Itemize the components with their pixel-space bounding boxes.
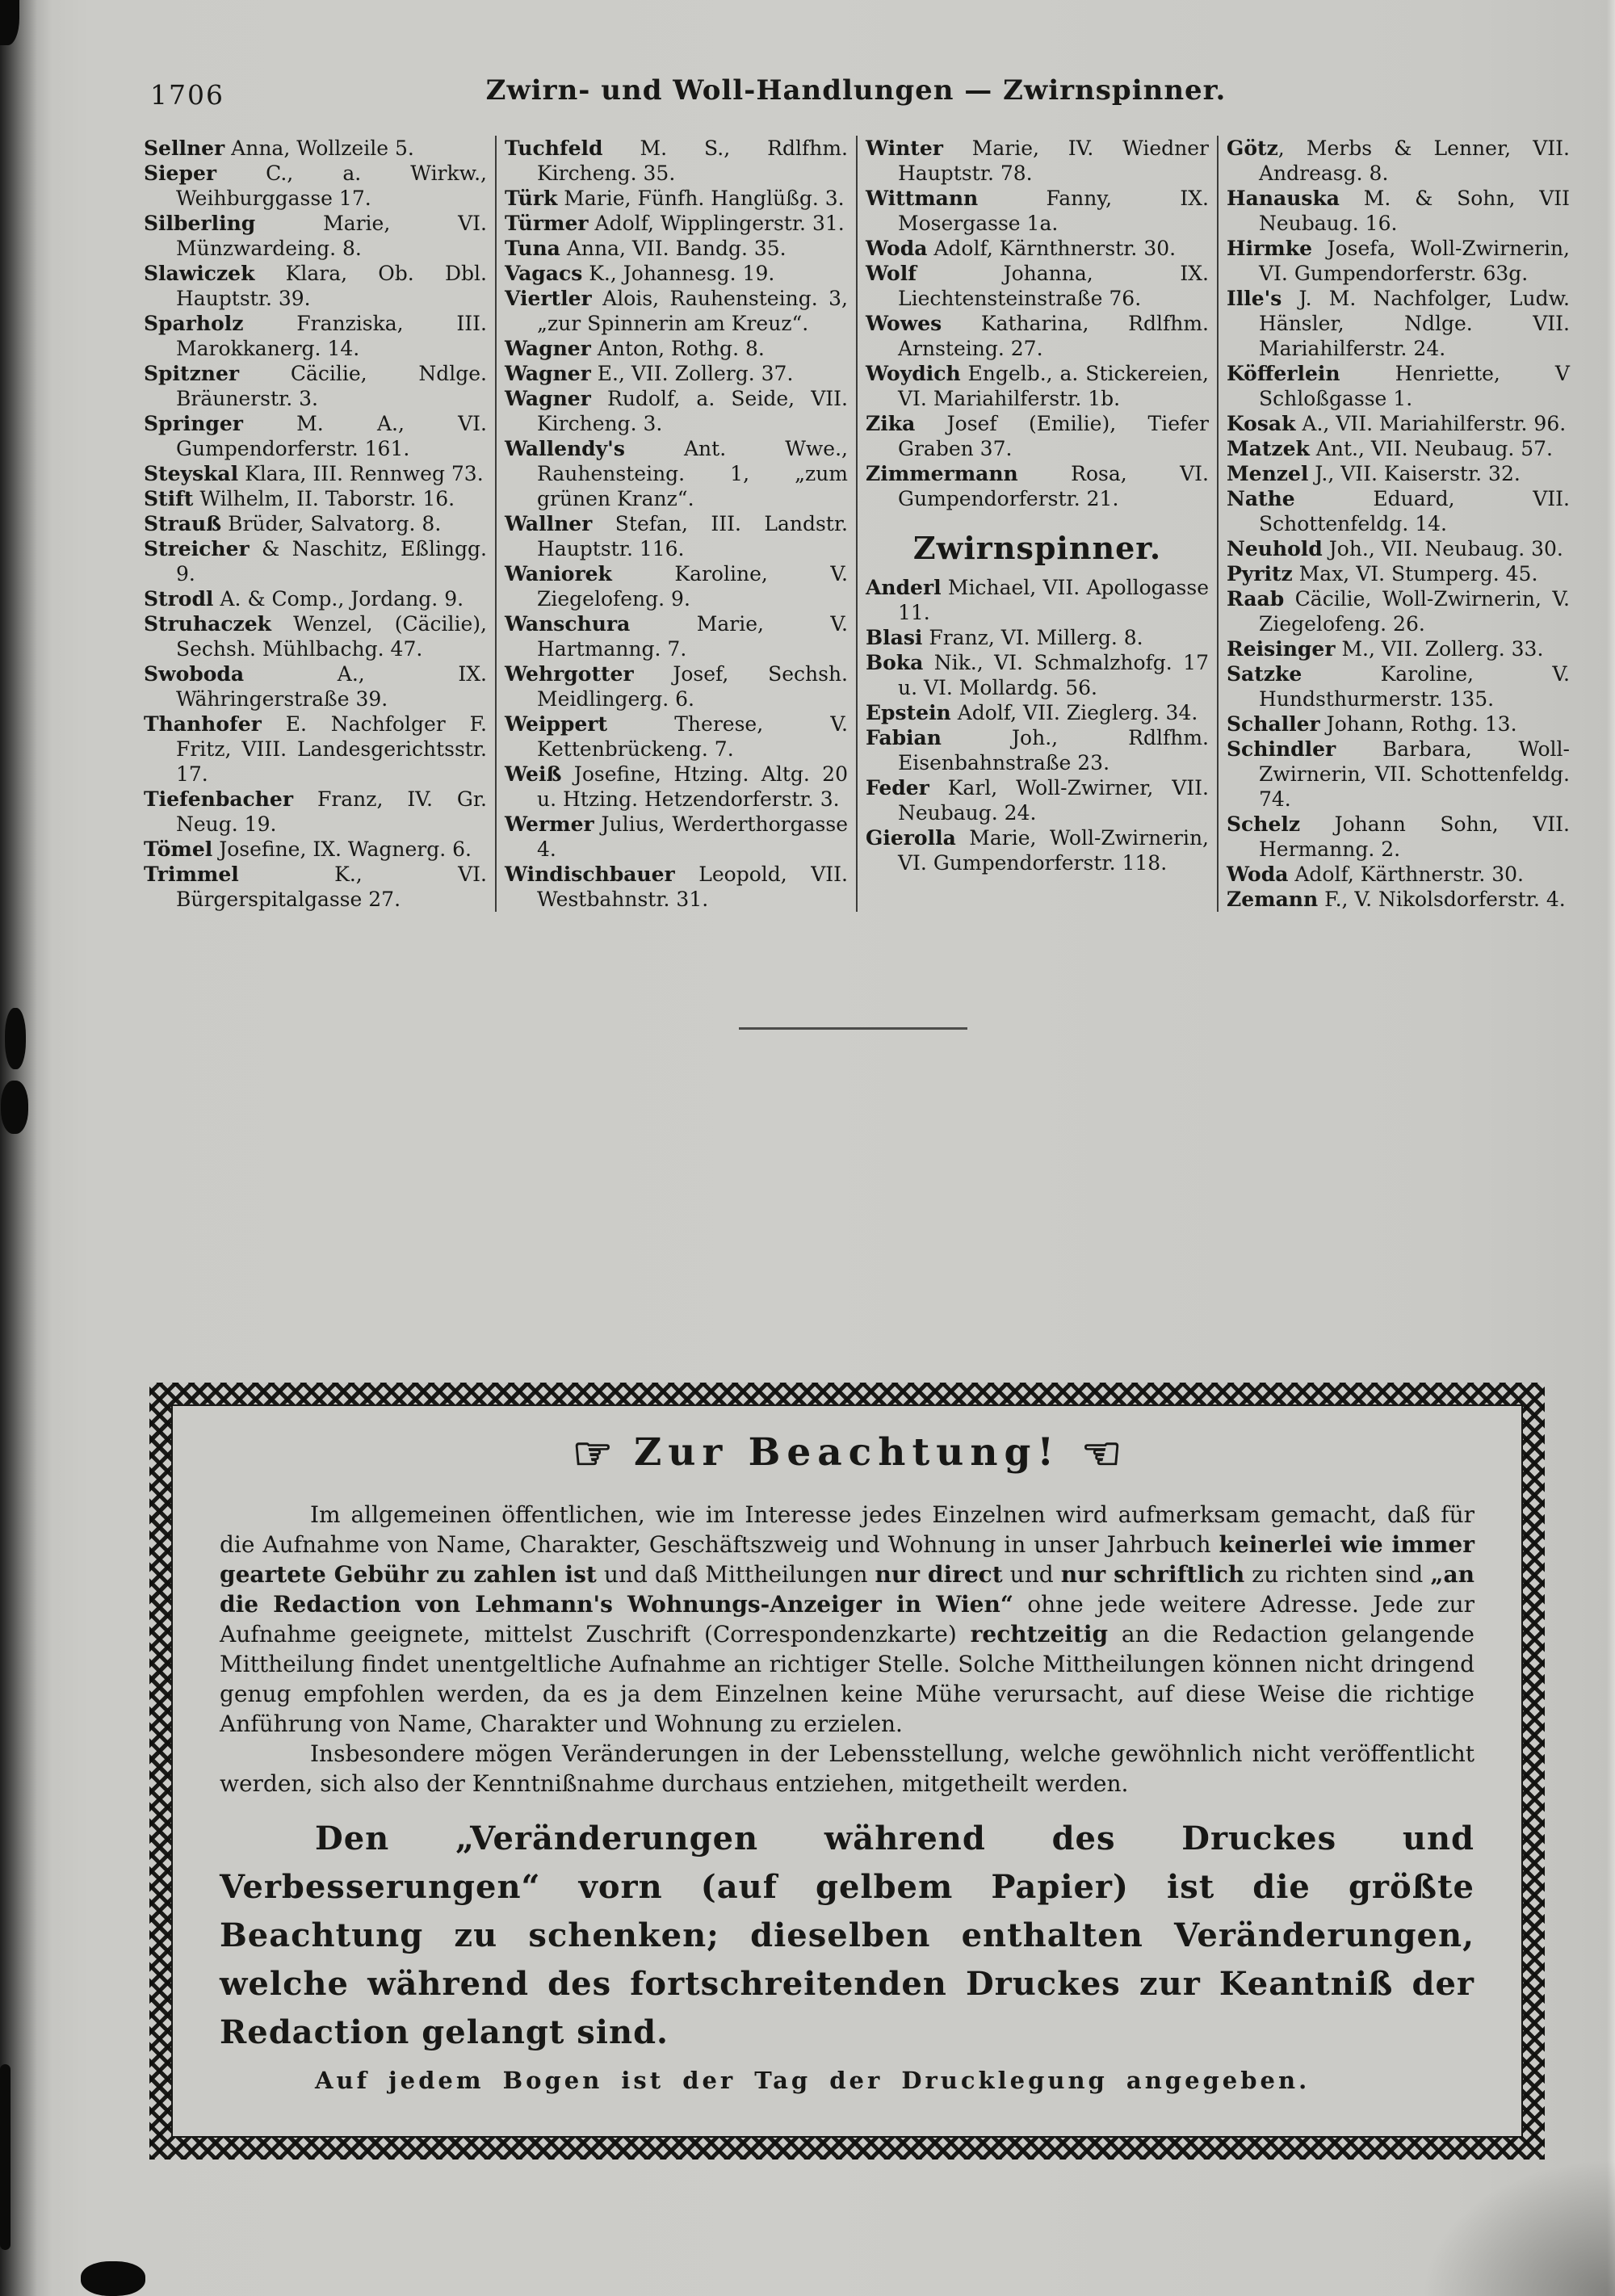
entry-name: Wagner [505, 387, 591, 410]
directory-entry [866, 461, 1209, 511]
entry-name: Gierolla [866, 826, 956, 850]
entry-details: Adolf, Kärthnerstr. 30. [1288, 863, 1524, 886]
entry-name: Weippert [505, 712, 608, 736]
entry-details: Franziska, III. Marokkanerg. 14. [176, 312, 487, 360]
directory-column-1 [144, 136, 487, 912]
entry-details: M. & Sohn, VII Neubaug. 16. [1259, 187, 1570, 235]
directory-entry [1227, 286, 1570, 361]
entry-name: Wallendy's [505, 437, 625, 460]
entry-name: Pyritz [1227, 562, 1293, 586]
entry-details: Katharina, Rdlfhm. Arnsteing. 27. [898, 312, 1209, 360]
directory-entry [1227, 661, 1570, 711]
entry-details: Josefine, IX. Wagnerg. 6. [212, 837, 472, 861]
entry-details: Johann Sohn, VII. Hermanng. 2. [1259, 812, 1570, 861]
entry-details: Eduard, VII. Schottenfeldg. 14. [1259, 487, 1570, 535]
directory-entry [1227, 411, 1570, 436]
entry-name: Wagner [505, 362, 591, 385]
entry-details: Anna, VII. Bandg. 35. [560, 237, 787, 260]
entry-details: A., VII. Mariahilferstr. 96. [1295, 412, 1567, 435]
directory-entry [505, 136, 848, 186]
directory-entry [866, 775, 1209, 825]
entry-details: Nik., VI. Schmalzhofg. 17 u. VI. Mollardg. 56. [898, 651, 1209, 699]
manicule-right-icon: ☞ [572, 1427, 613, 1480]
column-divider [1217, 136, 1219, 912]
scan-corner-shade [1421, 2159, 1615, 2296]
entry-details: Wenzel, (Cäcilie), Sechsh. Mühlbachg. 47. [176, 612, 487, 661]
entry-details: Joh., VII. Neubaug. 30. [1322, 537, 1563, 560]
entry-details: J., VII. Kaiserstr. 32. [1308, 462, 1521, 485]
directory-entry [144, 161, 487, 211]
directory-entry [505, 386, 848, 436]
directory-entry [1227, 887, 1570, 912]
entry-name: Hanauska [1227, 187, 1340, 210]
entry-name: Tiefenbacher [144, 787, 293, 811]
directory-entry [505, 211, 848, 236]
entry-details: & Naschitz, Eßlingg. 9. [176, 537, 487, 586]
notice-paragraph: Im allgemeinen öffentlichen, wie im Interesse jedes Einzelnen wird aufmerksam gemacht, daß für die Aufnahme von Name, Charakter, Geschäftszweig und Wohnung in unser Jahrbuch keinerlei wie immer geartete Gebühr zu zahlen ist und daß Mittheilungen nur direct und nur schriftlich zu richten sind „an die Redaction von Lehmann's Wohnungs-Anzeiger in Wien“ ohne jede weitere Adresse. Jede zur Aufnahme geeignete, mittelst Zuschrift (Correspondenzkarte) rechtzeitig an die Redaction gelangende Mittheilung findet unentgeltliche Aufnahme an richtiger Stelle. Solche Mittheilungen können nicht dringend genug empfohlen werden, da es ja dem Einzelnen keine Mühe verursacht, auf diese Weise die richtige Anführung von Name, Charakter und Wohnung zu erzielen. [220, 1501, 1474, 1737]
scan-artifact [1, 1081, 28, 1134]
entry-name: Vagacs [505, 262, 583, 285]
directory-entry [866, 311, 1209, 361]
entry-name: Sieper [144, 162, 217, 185]
manicule-left-icon: ☜ [1081, 1427, 1122, 1480]
entry-name: Wehrgotter [505, 662, 634, 686]
directory-entry [505, 762, 848, 812]
directory-entry [866, 575, 1209, 625]
directory-entry [1227, 561, 1570, 586]
directory-columns [144, 136, 1570, 912]
entry-name: Thanhofer [144, 712, 262, 736]
entry-details: Rosa, VI. Gumpendorferstr. 21. [898, 462, 1209, 510]
directory-entry [866, 411, 1209, 461]
directory-entry [1227, 812, 1570, 862]
entry-name: Strauß [144, 512, 222, 535]
directory-entry [1227, 136, 1570, 186]
directory-entry [866, 625, 1209, 650]
directory-entry [866, 825, 1209, 875]
entry-details: Julius, Werderthorgasse 4. [537, 812, 848, 861]
entry-name: Anderl [866, 576, 942, 599]
entry-details: M. A., VI. Gumpendorferstr. 161. [176, 412, 487, 460]
entry-name: Wowes [866, 312, 942, 335]
entry-details: Stefan, III. Landstr. Hauptstr. 116. [537, 512, 848, 560]
directory-entry [866, 650, 1209, 700]
entry-name: Raab [1227, 587, 1285, 611]
entry-details: Leopold, VII. Westbahnstr. 31. [537, 863, 848, 911]
entry-details: Franz, VI. Millerg. 8. [922, 626, 1143, 649]
notice-title: Zur Beachtung! [633, 1430, 1061, 1475]
scan-right-edge [1607, 0, 1615, 2296]
entry-details: Josefa, Woll-Zwirnerin, VI. Gumpendorferstr. 63g. [1259, 237, 1570, 285]
directory-entry [866, 725, 1209, 775]
directory-entry [1227, 461, 1570, 486]
directory-entry [866, 261, 1209, 311]
entry-details: Max, VI. Stumperg. 45. [1292, 562, 1538, 586]
entry-name: Strodl [144, 587, 214, 611]
entry-details: A., IX. Währingerstraße 39. [176, 662, 487, 711]
entry-name: Feder [866, 776, 929, 800]
directory-entry [505, 661, 848, 711]
entry-name: Winter [866, 136, 943, 160]
entry-details: J. M. Nachfolger, Ludw. Hänsler, Ndlge. VII. Mariahilferstr. 24. [1259, 287, 1570, 360]
directory-entry [144, 136, 487, 161]
entry-details: E., VII. Zollerg. 37. [590, 362, 794, 385]
entry-details: F., V. Nikolsdorferstr. 4. [1318, 888, 1566, 911]
directory-entry [505, 336, 848, 361]
entry-name: Stift [144, 487, 194, 510]
entry-name: Woydich [866, 362, 961, 385]
entry-details: Brüder, Salvatorg. 8. [221, 512, 442, 535]
entry-details: Henriette, V Schloßgasse 1. [1259, 362, 1570, 410]
entry-name: Slawiczek [144, 262, 255, 285]
entry-name: Schelz [1227, 812, 1301, 836]
directory-entry [144, 711, 487, 787]
scan-artifact [81, 2261, 145, 2296]
scan-artifact [5, 1008, 26, 1069]
entry-details: Josef (Emilie), Tiefer Graben 37. [898, 412, 1209, 460]
entry-name: Kosak [1227, 412, 1296, 435]
entry-name: Menzel [1227, 462, 1309, 485]
directory-entry [866, 186, 1209, 236]
entry-name: Wallner [505, 512, 593, 535]
directory-entry [1227, 536, 1570, 561]
entry-name: Schindler [1227, 737, 1336, 761]
directory-entry [866, 700, 1209, 725]
entry-details: K., Johannesg. 19. [582, 262, 775, 285]
column-divider [495, 136, 497, 912]
directory-entry [144, 311, 487, 361]
directory-entry [505, 436, 848, 511]
entry-name: Tuchfeld [505, 136, 603, 160]
directory-entry [144, 862, 487, 912]
scan-artifact [0, 2064, 10, 2250]
directory-column-2 [505, 136, 848, 912]
directory-entry [505, 261, 848, 286]
entry-details: Michael, VII. Apollogasse 11. [898, 576, 1209, 624]
entry-details: , Merbs & Lenner, VII. Andreasg. 8. [1259, 136, 1570, 185]
directory-entry [866, 136, 1209, 186]
entry-name: Steyskal [144, 462, 239, 485]
entry-name: Götz [1227, 136, 1278, 160]
entry-details: Karoline, V. Ziegelofeng. 9. [537, 562, 848, 611]
entry-name: Woda [1227, 863, 1289, 886]
entry-name: Hirmke [1227, 237, 1312, 260]
notice-paragraph: Den „Veränderungen während des Druckes und Verbesserungen“ vorn (auf gelbem Papier) ist die größte Beachtung zu schenken; dieselben enthalten Veränderungen, welche während des fortschreitenden Druckes zur Keantniß der Redaction gelangt sind. [220, 1820, 1474, 2051]
entry-name: Windischbauer [505, 863, 675, 886]
directory-entry [144, 837, 487, 862]
entry-details: Marie, Fünfh. Hanglüßg. 3. [557, 187, 845, 210]
entry-details: Karoline, V. Hundsthurmerstr. 135. [1259, 662, 1570, 711]
entry-name: Wagner [505, 337, 591, 360]
entry-name: Satzke [1227, 662, 1302, 686]
directory-entry [144, 611, 487, 661]
entry-details: Josef, Sechsh. Meidlingerg. 6. [537, 662, 848, 711]
entry-details: Adolf, VII. Zieglerg. 34. [950, 701, 1198, 724]
notice-paragraphs [220, 1500, 1474, 2094]
directory-entry [505, 862, 848, 912]
directory-entry [1227, 636, 1570, 661]
directory-entry [1227, 711, 1570, 737]
entry-details: M., VII. Zollerg. 33. [1335, 637, 1544, 661]
directory-entry [505, 361, 848, 386]
directory-entry [505, 236, 848, 261]
entry-name: Struhaczek [144, 612, 271, 636]
entry-name: Woda [866, 237, 928, 260]
entry-name: Tuna [505, 237, 560, 260]
entry-details: Marie, IV. Wiedner Hauptstr. 78. [898, 136, 1209, 185]
notice-box-inner [171, 1404, 1523, 2138]
directory-entry [505, 711, 848, 762]
entry-name: Nathe [1227, 487, 1295, 510]
entry-details: Johanna, IX. Liechtensteinstraße 76. [898, 262, 1209, 310]
entry-name: Zimmermann [866, 462, 1018, 485]
directory-entry [144, 211, 487, 261]
entry-name: Viertler [505, 287, 592, 310]
entry-details: Johann, Rothg. 13. [1319, 712, 1517, 736]
entry-name: Wermer [505, 812, 594, 836]
entry-name: Tömel [144, 837, 213, 861]
directory-entry [144, 486, 487, 511]
entry-name: Zemann [1227, 888, 1319, 911]
directory-entry [505, 812, 848, 862]
entry-details: Ant., VII. Neubaug. 57. [1309, 437, 1553, 460]
directory-entry [505, 286, 848, 336]
entry-name: Türk [505, 187, 558, 210]
directory-entry [1227, 186, 1570, 236]
entry-details: Alois, Rauhensteing. 3, „zur Spinnerin am Kreuz“. [537, 287, 848, 335]
directory-entry [1227, 586, 1570, 636]
directory-entry [505, 611, 848, 661]
directory-entry [144, 411, 487, 461]
entry-details: A. & Comp., Jordang. 9. [213, 587, 464, 611]
directory-entry [866, 236, 1209, 261]
entry-name: Fabian [866, 726, 942, 749]
entry-details: Engelb., a. Stickereien, VI. Mariahilferstr. 1b. [898, 362, 1209, 410]
notice-title-row [220, 1427, 1474, 1480]
entry-details: Marie, V. Hartmanng. 7. [537, 612, 848, 661]
entry-details: Barbara, Woll-Zwirnerin, VII. Schottenfeldg. 74. [1259, 737, 1570, 811]
entry-details: Fanny, IX. Mosergasse 1a. [898, 187, 1209, 235]
entry-details: Marie, VI. Münzwardeing. 8. [176, 212, 487, 260]
entry-name: Boka [866, 651, 924, 674]
entry-details: Ant. Wwe., Rauhensteing. 1, „zum grünen Kranz“. [537, 437, 848, 510]
entry-name: Sellner [144, 136, 225, 160]
directory-entry [144, 511, 487, 536]
entry-name: Spitzner [144, 362, 240, 385]
directory-entry [1227, 486, 1570, 536]
directory-entry [144, 261, 487, 311]
entry-name: Waniorek [505, 562, 612, 586]
directory-column-4 [1227, 136, 1570, 912]
entry-name: Reisinger [1227, 637, 1336, 661]
entry-name: Köfferlein [1227, 362, 1340, 385]
entry-details: Cäcilie, Ndlge. Bräunerstr. 3. [176, 362, 487, 410]
entry-name: Matzek [1227, 437, 1310, 460]
notice-paragraph: Auf jedem Bogen ist der Tag der Drucklegung angegeben. [315, 2067, 1311, 2094]
section-header: Zwirnspinner. [912, 530, 1162, 566]
directory-entry [1227, 862, 1570, 887]
entry-name: Ille's [1227, 287, 1282, 310]
entry-name: Wanschura [505, 612, 631, 636]
directory-entry [144, 461, 487, 486]
entry-name: Silberling [144, 212, 256, 235]
entry-name: Weiß [505, 762, 562, 786]
entry-name: Springer [144, 412, 243, 435]
entry-details: Therese, V. Kettenbrückeng. 7. [537, 712, 848, 761]
entry-name: Blasi [866, 626, 923, 649]
directory-column-3 [866, 136, 1209, 912]
entry-details: Marie, Woll-Zwirnerin, VI. Gumpendorferstr. 118. [898, 826, 1209, 875]
entry-details: Wilhelm, II. Taborstr. 16. [193, 487, 455, 510]
entry-name: Trimmel [144, 863, 239, 886]
directory-entry [866, 361, 1209, 411]
entry-details: Klara, III. Rennweg 73. [238, 462, 484, 485]
entry-details: Anton, Rothg. 8. [590, 337, 765, 360]
book-gutter-shadow [0, 0, 52, 2296]
entry-name: Sparholz [144, 312, 244, 335]
directory-entry [1227, 737, 1570, 812]
entry-details: M. S., Rdlfhm. Kircheng. 35. [537, 136, 848, 185]
directory-entry [144, 586, 487, 611]
entry-details: Anna, Wollzeile 5. [224, 136, 414, 160]
entry-details: C., a. Wirkw., Weihburggasse 17. [176, 162, 487, 210]
page-header: Zwirn- und Woll-Handlungen — Zwirnspinner. [485, 74, 1227, 107]
entry-name: Schaller [1227, 712, 1320, 736]
entry-details: Adolf, Wipplingerstr. 31. [588, 212, 845, 235]
entry-name: Streicher [144, 537, 250, 560]
directory-entry [1227, 436, 1570, 461]
entry-name: Türmer [505, 212, 589, 235]
directory-entry [505, 511, 848, 561]
page-number: 1706 [150, 79, 224, 111]
entry-details: E. Nachfolger F. Fritz, VIII. Landesgerichtsstr. 17. [176, 712, 487, 786]
entry-details: Josefine, Htzing. Altg. 20 u. Htzing. Hetzendorferstr. 3. [537, 762, 848, 811]
directory-entry [1227, 236, 1570, 286]
entry-details: Klara, Ob. Dbl. Hauptstr. 39. [176, 262, 487, 310]
directory-entry [144, 661, 487, 711]
entry-name: Swoboda [144, 662, 245, 686]
directory-entry [144, 536, 487, 586]
entry-name: Wittmann [866, 187, 979, 210]
section-end-rule [739, 1027, 967, 1030]
entry-name: Epstein [866, 701, 951, 724]
directory-entry [144, 361, 487, 411]
notice-paragraph: Insbesondere mögen Veränderungen in der Lebensstellung, welche gewöhnlich nicht veröffentlicht werden, sich also der Kenntnißnahme durchaus entziehen, mitgetheilt werden. [220, 1740, 1474, 1797]
notice-box [149, 1383, 1545, 2160]
column-divider [856, 136, 858, 912]
entry-details: Adolf, Kärnthnerstr. 30. [927, 237, 1177, 260]
entry-details: Joh., Rdlfhm. Eisenbahnstraße 23. [898, 726, 1209, 774]
directory-entry [505, 186, 848, 211]
entry-details: Karl, Woll-Zwirner, VII. Neubaug. 24. [898, 776, 1209, 825]
directory-entry [144, 787, 487, 837]
entry-name: Zika [866, 412, 916, 435]
entry-details: K., VI. Bürgerspitalgasse 27. [176, 863, 487, 911]
entry-name: Neuhold [1227, 537, 1323, 560]
entry-name: Wolf [866, 262, 917, 285]
directory-entry [505, 561, 848, 611]
entry-details: Rudolf, a. Seide, VII. Kircheng. 3. [537, 387, 848, 435]
entry-details: Cäcilie, Woll-Zwirnerin, V. Ziegelofeng. 26. [1259, 587, 1570, 636]
entry-details: Franz, IV. Gr. Neug. 19. [176, 787, 487, 836]
directory-entry [1227, 361, 1570, 411]
